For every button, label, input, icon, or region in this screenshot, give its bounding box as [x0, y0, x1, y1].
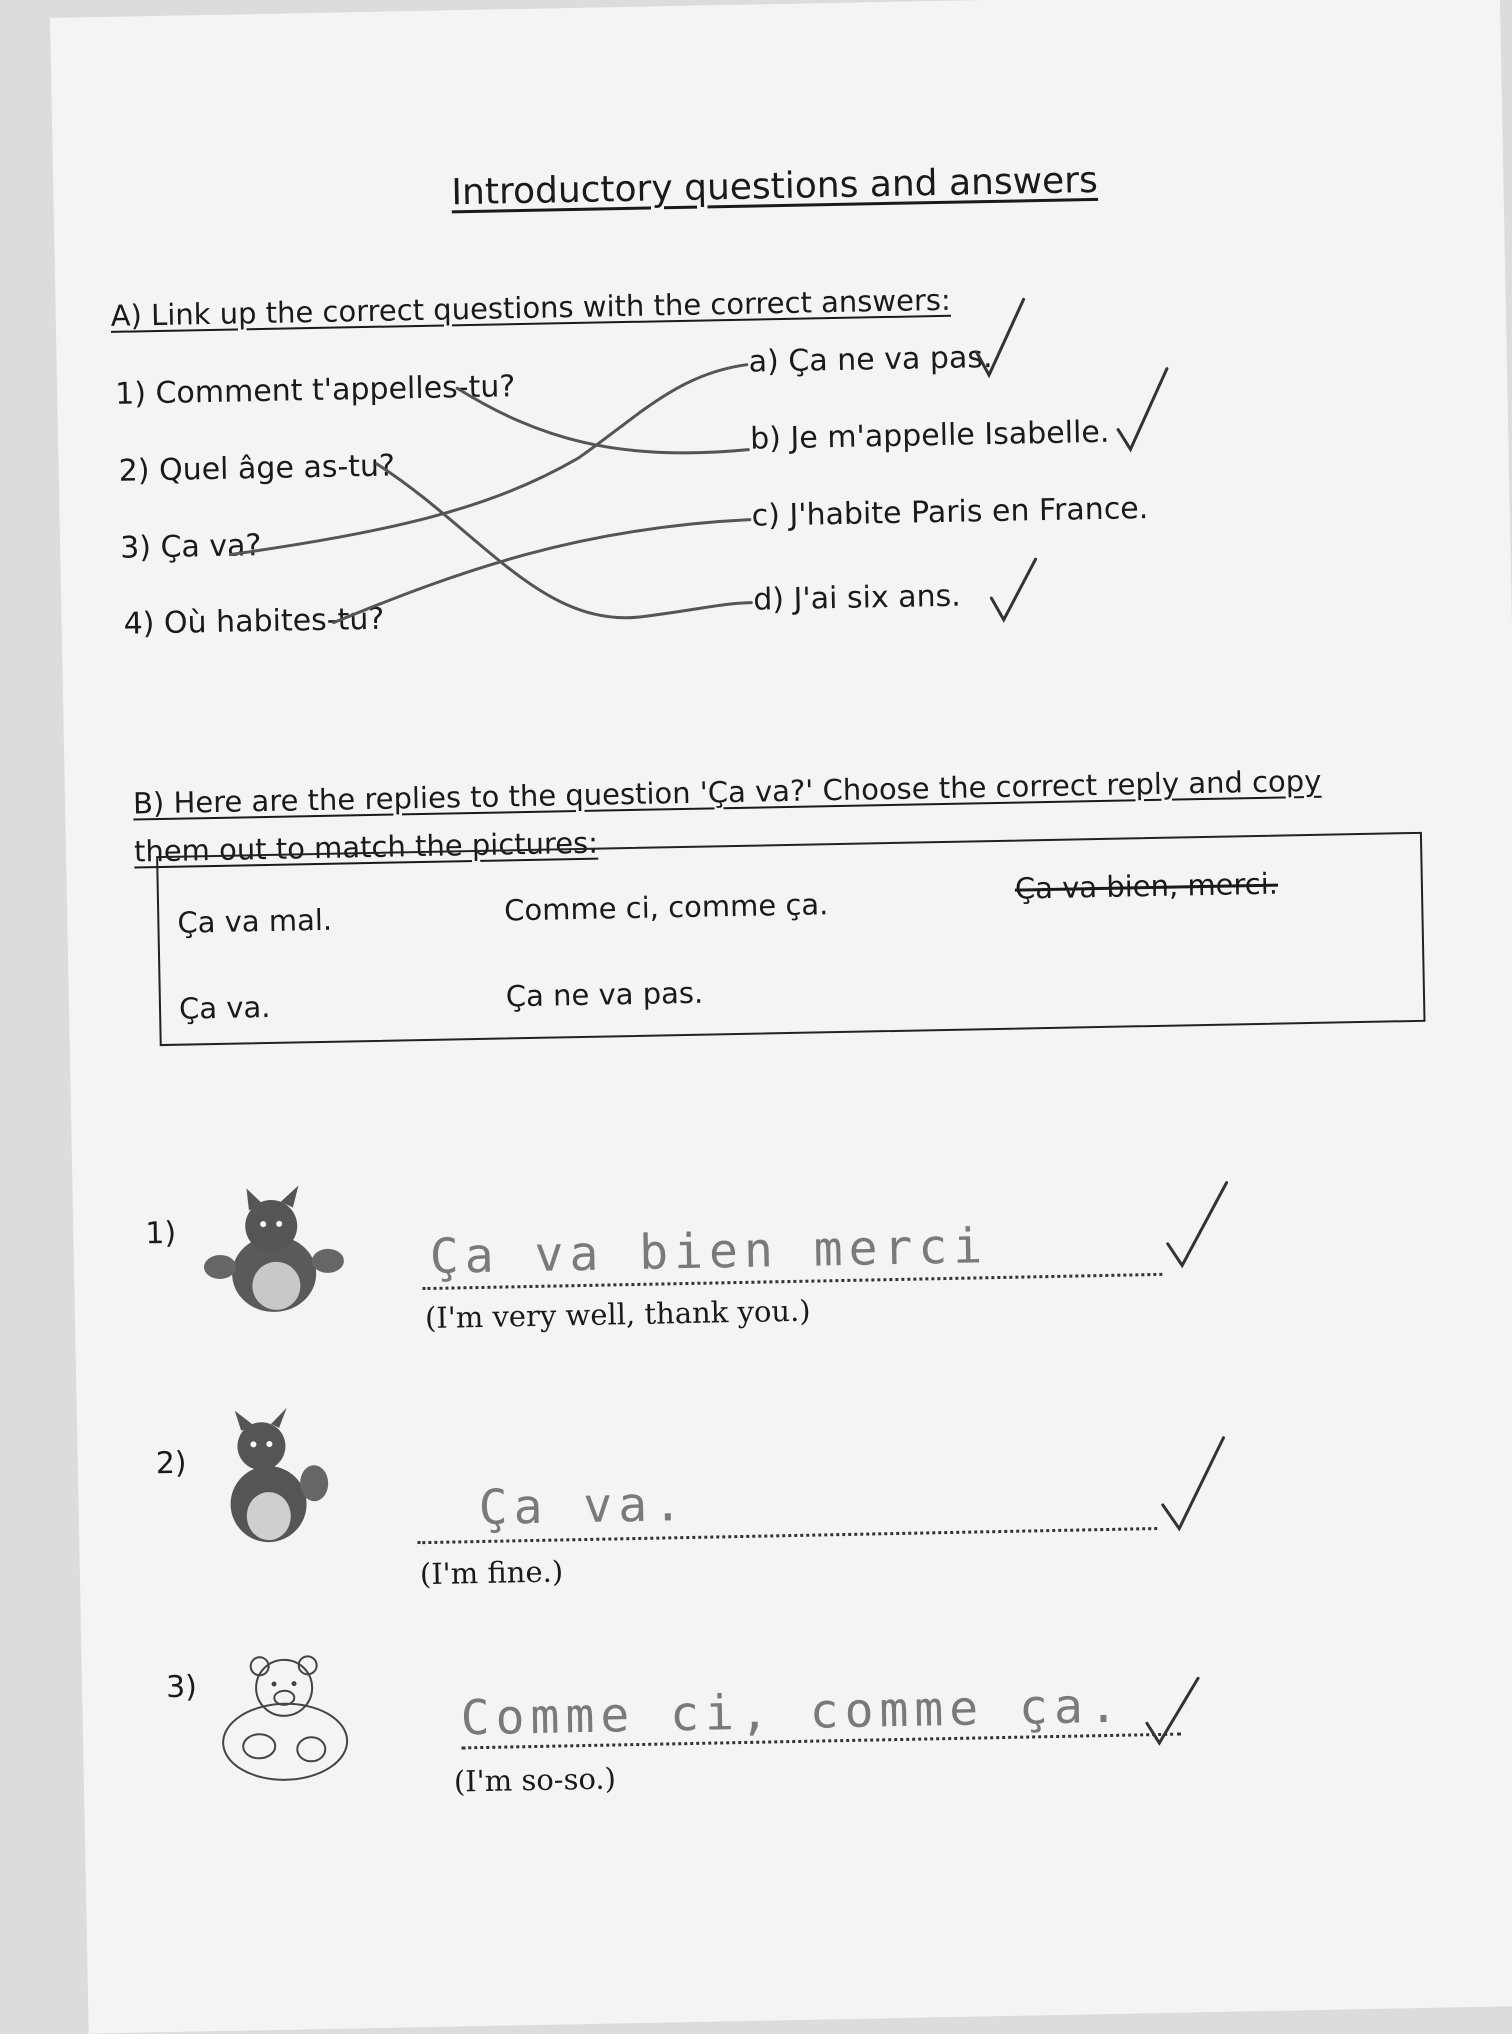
answer-d: d) J'ai six ans. [752, 578, 962, 618]
section-b-heading-line2: them out to match the pictures: [133, 825, 599, 869]
so-so-bear-icon [211, 1652, 363, 1785]
answer-c: c) J'habite Paris en France. [751, 491, 1149, 534]
checkmark-icon [1157, 1436, 1229, 1537]
checkmark-icon [1117, 369, 1169, 450]
answer-a: a) Ça ne va pas. [748, 339, 993, 380]
matching-lines [50, 0, 1512, 718]
handwritten-answer-3: Comme ci, comme ça. [460, 1677, 1125, 1747]
item-3-number: 3) [165, 1669, 198, 1706]
translation-1: (I'm very well, thank you.) [424, 1293, 811, 1336]
translation-2: (I'm fine.) [419, 1554, 564, 1592]
replies-box [156, 832, 1425, 1046]
reply-option-crossed-out: Ça va bien, merci. [1014, 866, 1279, 906]
thumb-up-cat-icon [217, 1403, 340, 1545]
item-1-number: 1) [145, 1215, 177, 1252]
link-4-c [332, 520, 752, 623]
link-1-b [457, 383, 748, 458]
question-1: 1) Comment t'appelles-tu? [114, 369, 516, 412]
checkmark-icon [1142, 1676, 1203, 1747]
checkmark-icon [991, 559, 1037, 620]
checkmark-icon [976, 299, 1025, 375]
reply-option: Ça ne va pas. [505, 975, 704, 1014]
question-4: 4) Où habites-tu? [123, 601, 385, 642]
thumbs-up-cat-icon [202, 1172, 355, 1315]
question-3: 3) Ça va? [119, 528, 262, 566]
section-a-heading: A) Link up the correct questions with the correct answers: [110, 282, 952, 333]
answer-b: b) Je m'appelle Isabelle. [749, 414, 1110, 457]
link-2-d [377, 457, 752, 623]
section-b-heading-line1: B) Here are the replies to the question 'Ça va?' Choose the correct reply and copy [132, 763, 1322, 821]
worksheet-title: Introductory questions and answers [451, 159, 1099, 214]
reply-option: Ça va mal. [177, 902, 333, 940]
question-2: 2) Quel âge as-tu? [118, 448, 396, 489]
reply-option: Ça va. [178, 989, 271, 1026]
item-2-number: 2) [155, 1445, 187, 1482]
reply-option: Comme ci, comme ça. [503, 887, 829, 928]
translation-3: (I'm so-so.) [453, 1761, 617, 1799]
handwritten-answer-1: Ça va bien merci [429, 1218, 989, 1285]
checkmark-icon [1163, 1181, 1235, 1272]
worksheet-page [50, 0, 1512, 2034]
handwritten-answer-2: Ça va. [478, 1476, 689, 1537]
